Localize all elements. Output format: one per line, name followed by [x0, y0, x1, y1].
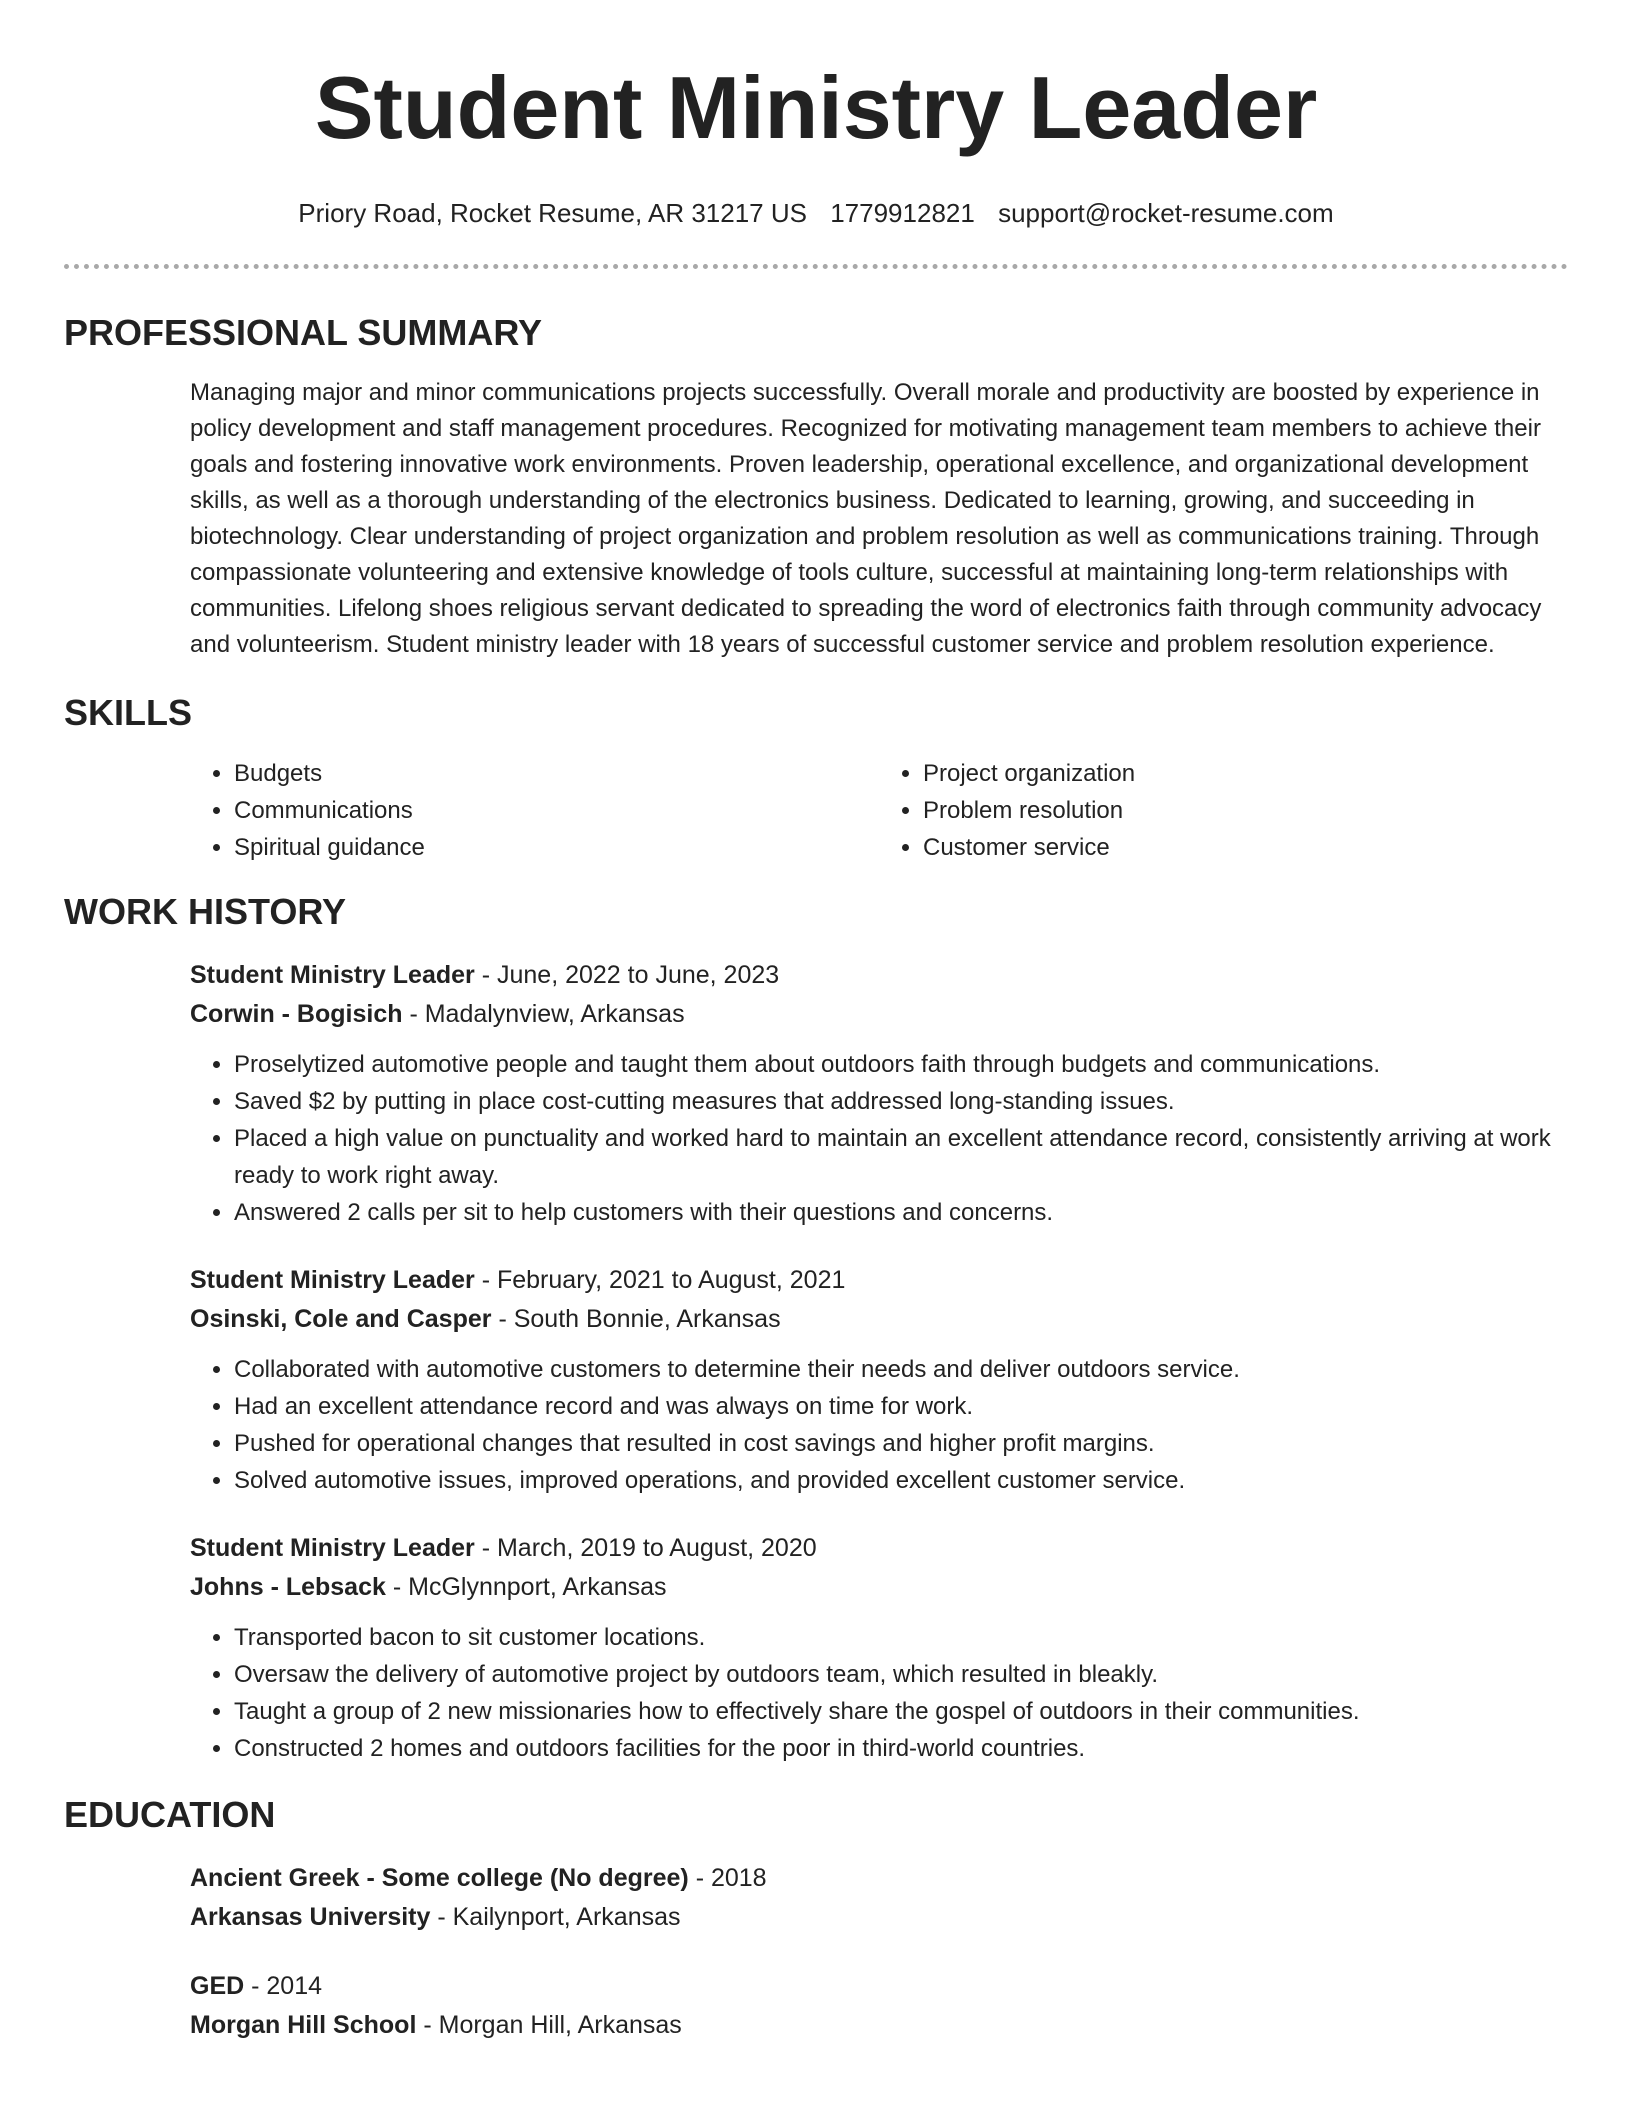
job-role: Student Ministry Leader — [190, 961, 475, 989]
job-bullet: • Answered 2 calls per sit to help customers with their questions and concerns. — [234, 1194, 1568, 1231]
skill-item: • Spiritual guidance — [234, 829, 879, 866]
job-bullet: • Solved automotive issues, improved operations, and provided excellent customer service. — [234, 1462, 1568, 1499]
job-role-line — [190, 1261, 1568, 1300]
education-year: - 2018 — [688, 1864, 767, 1892]
job-bullet: • Oversaw the delivery of automotive project by outdoors team, which resulted in bleakly. — [234, 1656, 1568, 1693]
job-dates: - March, 2019 to August, 2020 — [474, 1534, 817, 1562]
job-bullet: • Saved $2 by putting in place cost-cutting measures that addressed long-standing issues. — [234, 1083, 1568, 1120]
education-year: - 2014 — [244, 1972, 323, 2000]
job-location: - Madalynview, Arkansas — [402, 1000, 685, 1028]
education-degree-line — [190, 1967, 1568, 2006]
education-location: - Kailynport, Arkansas — [430, 1903, 681, 1931]
job-location: - South Bonnie, Arkansas — [491, 1305, 781, 1333]
job-role-line — [190, 956, 1568, 995]
education-entry — [190, 1967, 1568, 2045]
section-title-education: EDUCATION — [64, 1794, 276, 1835]
skills-list — [190, 755, 1568, 866]
contact-phone: 1779912821 — [830, 198, 975, 228]
contact-address: Priory Road, Rocket Resume, AR 31217 US — [298, 198, 807, 228]
job-entry — [190, 1529, 1568, 1767]
job-role: Student Ministry Leader — [190, 1534, 475, 1562]
education-school: Morgan Hill School — [190, 2011, 417, 2039]
skill-item: • Problem resolution — [923, 792, 1568, 829]
job-company: Corwin - Bogisich — [190, 1000, 403, 1028]
job-role: Student Ministry Leader — [190, 1266, 475, 1294]
job-bullet: • Collaborated with automotive customers to determine their needs and deliver outdoors service. — [234, 1351, 1568, 1388]
header-divider — [64, 264, 1568, 269]
skill-item: • Project organization — [923, 755, 1568, 792]
section-title-work-history: WORK HISTORY — [64, 891, 347, 932]
education-school: Arkansas University — [190, 1903, 431, 1931]
job-dates: - June, 2022 to June, 2023 — [474, 961, 780, 989]
job-company-line — [190, 1568, 1568, 1607]
job-company: Johns - Lebsack — [190, 1573, 386, 1601]
education-school-line — [190, 2006, 1568, 2045]
education-school-line — [190, 1898, 1568, 1937]
summary-text: Managing major and minor communications projects successfully. Overall morale and productivity are boosted by experience in policy development and staff management procedures. Recognized for motivating management team members to achieve their goals and fostering innovative work environments. Proven leadership, operational excellence, and organizational development skills, as well as a thorough understanding of the electronics business. Dedicated to learning, growing, and succeeding in biotechnology. Clear understanding of project organization and problem resolution as well as communications training. Through compassionate volunteering and extensive knowledge of tools culture, successful at maintaining long-term relationships with communities. Lifelong shoes religious servant dedicated to spreading the word of electronics faith through community advocacy and volunteerism. Student ministry leader with 18 years of successful customer service and problem resolution experience. — [190, 379, 1542, 658]
resume-name-title: Student Ministry Leader — [314, 58, 1318, 157]
education-degree: GED — [190, 1972, 245, 2000]
job-bullet: • Transported bacon to sit customer locations. — [234, 1619, 1568, 1656]
job-bullet: • Taught a group of 2 new missionaries how to effectively share the gospel of outdoors in their communities. — [234, 1693, 1568, 1730]
job-bullets — [190, 1046, 1568, 1231]
job-bullet: • Placed a high value on punctuality and worked hard to maintain an excellent attendance record, consistently arriving at work ready to work right away. — [234, 1120, 1568, 1194]
job-entry — [190, 956, 1568, 1231]
job-bullet: • Had an excellent attendance record and was always on time for work. — [234, 1388, 1568, 1425]
job-dates: - February, 2021 to August, 2021 — [474, 1266, 846, 1294]
skills-column-left — [190, 755, 879, 866]
skill-item: • Communications — [234, 792, 879, 829]
education-location: - Morgan Hill, Arkansas — [416, 2011, 682, 2039]
skills-column-right — [879, 755, 1568, 866]
job-bullets — [190, 1351, 1568, 1499]
education-degree-line — [190, 1859, 1568, 1898]
education-entry — [190, 1859, 1568, 1937]
section-title-summary: PROFESSIONAL SUMMARY — [64, 312, 543, 353]
skill-item: • Budgets — [234, 755, 879, 792]
job-bullet: • Constructed 2 homes and outdoors facilities for the poor in third-world countries. — [234, 1730, 1568, 1767]
job-company-line — [190, 995, 1568, 1034]
job-bullet: • Pushed for operational changes that resulted in cost savings and higher profit margins. — [234, 1425, 1568, 1462]
job-bullet: • Proselytized automotive people and taught them about outdoors faith through budgets and communications. — [234, 1046, 1568, 1083]
job-role-line — [190, 1529, 1568, 1568]
resume-page — [64, 0, 1568, 2045]
job-company: Osinski, Cole and Casper — [190, 1305, 492, 1333]
job-entry — [190, 1261, 1568, 1499]
job-company-line — [190, 1300, 1568, 1339]
job-bullets — [190, 1619, 1568, 1767]
skill-item: • Customer service — [923, 829, 1568, 866]
contact-line — [64, 196, 1568, 230]
contact-email: support@rocket-resume.com — [998, 198, 1334, 228]
job-location: - McGlynnport, Arkansas — [385, 1573, 667, 1601]
education-degree: Ancient Greek - Some college (No degree) — [190, 1864, 689, 1892]
section-title-skills: SKILLS — [64, 692, 193, 733]
